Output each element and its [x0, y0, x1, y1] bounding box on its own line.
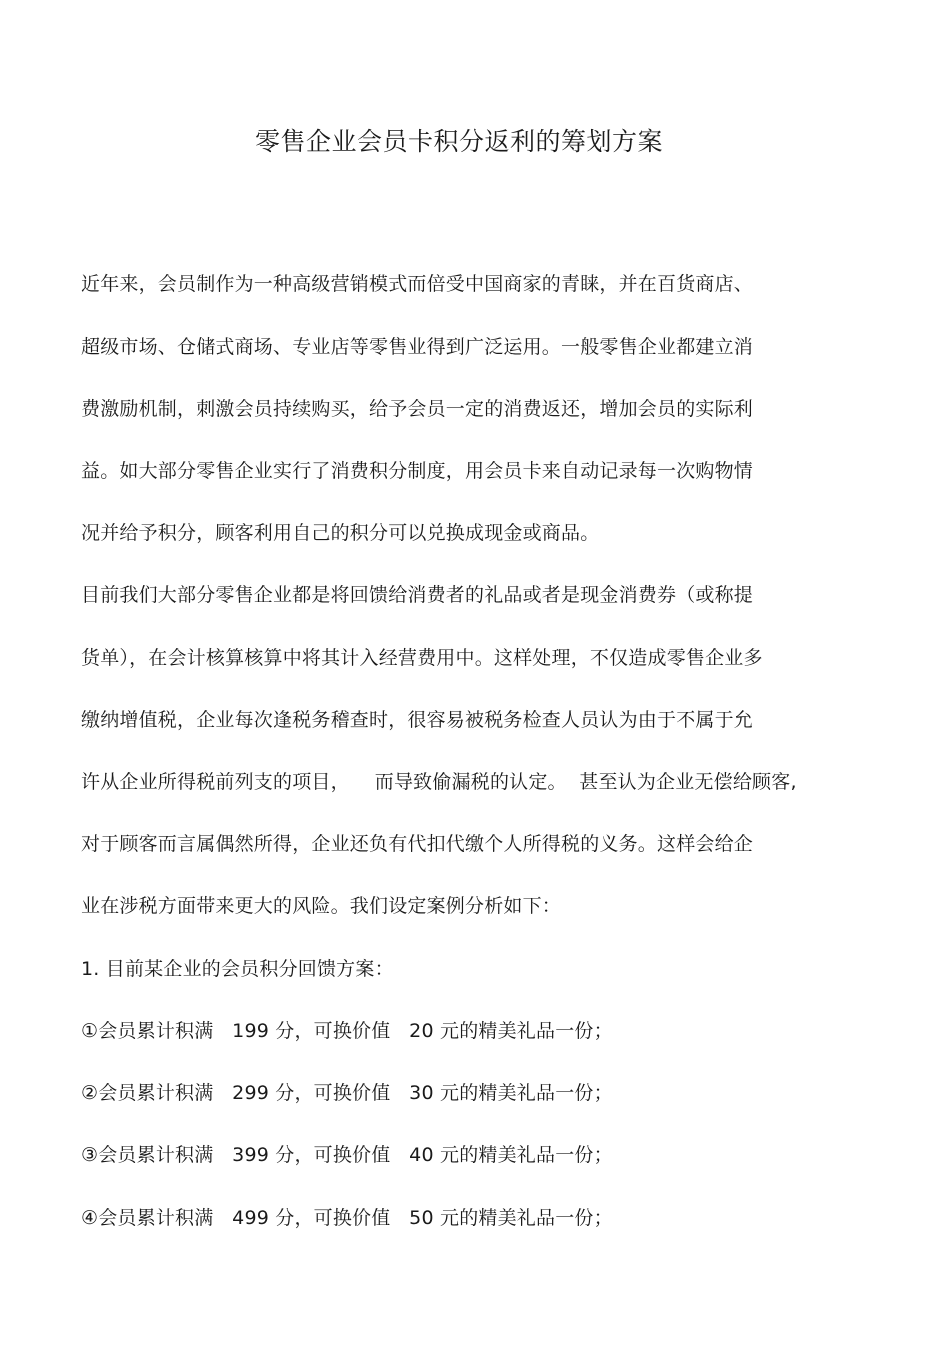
paragraph-line: 目前我们大部分零售企业都是将回馈给消费者的礼品或者是现金消费券（或称提	[81, 584, 754, 606]
paragraph-line: 况并给予积分，顾客利用自己的积分可以兑换成现金或商品。	[81, 522, 600, 544]
paragraph-line: 益。如大部分零售企业实行了消费积分制度，用会员卡来自动记录每一次购物情	[81, 460, 754, 482]
document-title: 零售企业会员卡积分返利的筹划方案	[254, 127, 663, 156]
paragraph-line: 超级市场、仓储式商场、专业店等零售业得到广泛运用。一般零售企业都建立消	[81, 336, 754, 358]
list-item: ①会员累计积满 199 分，可换价值 20 元的精美礼品一份；	[81, 1020, 613, 1042]
paragraph-line: 缴纳增值税，企业每次逢税务稽查时，很容易被税务检查人员认为由于不属于允	[81, 709, 754, 731]
list-item: ②会员累计积满 299 分，可换价值 30 元的精美礼品一份；	[81, 1082, 613, 1104]
list-item: ④会员累计积满 499 分，可换价值 50 元的精美礼品一份；	[81, 1207, 613, 1229]
paragraph-line: 业在涉税方面带来更大的风险。我们设定案例分析如下：	[81, 895, 562, 917]
paragraph-line: 货单），在会计核算核算中将其计入经营费用中。这样处理，不仅造成零售企业多	[81, 647, 763, 669]
paragraph-line: 费激励机制，刺激会员持续购买，给予会员一定的消费返还，增加会员的实际利	[81, 398, 754, 420]
paragraph-line: 对于顾客而言属偶然所得，企业还负有代扣代缴个人所得税的义务。这样会给企	[81, 833, 754, 855]
list-heading: 1. 目前某企业的会员积分回馈方案：	[81, 958, 394, 980]
paragraph-line: 近年来，会员制作为一种高级营销模式而倍受中国商家的青睐，并在百货商店、	[81, 273, 754, 295]
paragraph-line: 许从企业所得税前列支的项目， 而导致偷漏税的认定。 甚至认为企业无偿给顾客,	[81, 771, 797, 793]
list-item: ③会员累计积满 399 分，可换价值 40 元的精美礼品一份；	[81, 1144, 613, 1166]
